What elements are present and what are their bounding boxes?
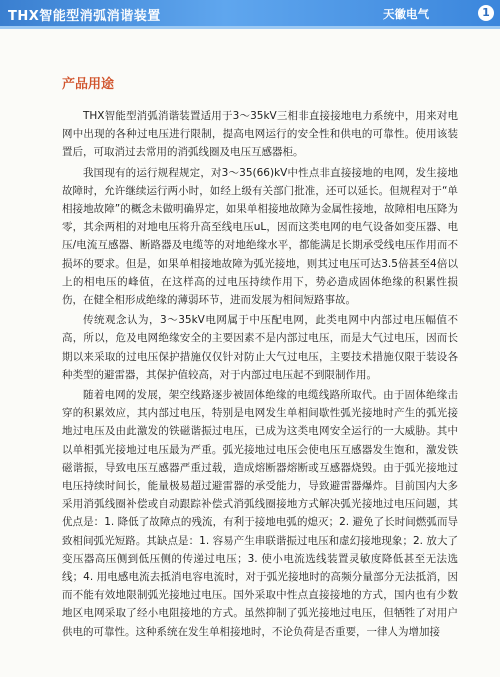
brand-name: 天徽电气 [383,7,429,21]
paragraph-development: 随着电网的发展，架空线路逐步被固体绝缘的电缆线路所取代。由于固体绝缘击穿的积累效应，其内部过电压，特别是电网发生单相间歇性弧光接地时产生的弧光接地过电压及由此激发的铁磁谐振过电压，已成为这类电网安全运行的一大威胁。其中以单相弧光接地过电压最为严重。弧光接地过电压会使电压互感器发生饱和，激发铁磁谐振，导致电压互感器严重过载，造成熔断器熔断或互感器烧毁。由于弧光接地过电压持续时间长，能量极易超过避雷器的承受能力，导致避雷器爆炸。目前国内大多采用消弧线圈补偿或自动跟踪补偿式消弧线圈接地方式解决弧光接地过电压问题，其优点是：1. 降低了故障点的残流，有利于接地电弧的熄灭；2. 避免了长时间燃弧而导致相间弧光短路。其缺点是：1. 容易产生串联谐振过电压和虚幻接地现象；2. 放大了变压器高压侧到低压侧的传递过电压；3. 使小电流选线装置灵敏度降低甚至无法选线；4. 用电感电流去抵消电容电流时，对于弧光接地时的高频分量部分无法抵消，因而不能有效地限制弧光接地过电压。国外采取中性点直接接地的方式，国内也有少数地区电网采取了经小电阻接地的方式。虽然抑制了弧光接地过电压，但牺牲了对用户供电的可靠性。这种系统在发生单相接地时，不论负荷是否重要，一律人为增加接 [62,389,458,638]
paragraph-regulations: 我国现有的运行规程规定，对3～35(66)kV中性点非直接接地的电网，发生接地故障时，允许继续运行两小时，如经上级有关部门批准，还可以延长。但规程对于“单相接地故障”的概念未做明确界定，如果单相接地故障为金属性接地，故障相电压降为零，其余两相的对地电压将升高至线电压uL，因而这类电网的电气设备如变压器、电压/电流互感器、断路器及电缆等的对地绝缘水平，都能满足长期承受线电压作用而不损坏的要求。但是，如果单相接地故障为弧光接地，则其过电压可达3.5倍甚至4倍以上的相电压的峰值，在这样高的过电压持续作用下，势必造成固体绝缘的积累性损伤，在健全相形成绝缘的薄弱环节，进而发展为相间短路事故。 [62,166,458,307]
header-title: THX智能型消弧消谐装置 [8,9,161,24]
section-heading: 产品用途 [62,77,115,92]
header-stripe [0,26,500,29]
body-content [62,107,458,643]
header-bar [0,0,500,26]
paragraph-traditional-view: 传统观念认为，3～35kV电网属于中压配电网，此类电网中内部过电压幅值不高，所以，危及电网绝缘安全的主要因素不是内部过电压，而是大气过电压，因而长期以来采取的过电压保护措施仅仅针对防止大气过电压，主要技术措施仅限于装设各种类型的避雷器，其保护值较高，对于内部过电压起不到限制作用。 [62,314,458,381]
paragraph-intro: THX智能型消弧消谐装置适用于3～35kV三相非直接接地电力系统中，用来对电网中出现的各种过电压进行限制，提高电网运行的安全性和供电的可靠性。使用该装置后，可取消过去常用的消弧线圈及电压互感器柜。 [62,110,458,159]
page-number: 1 [478,5,494,21]
